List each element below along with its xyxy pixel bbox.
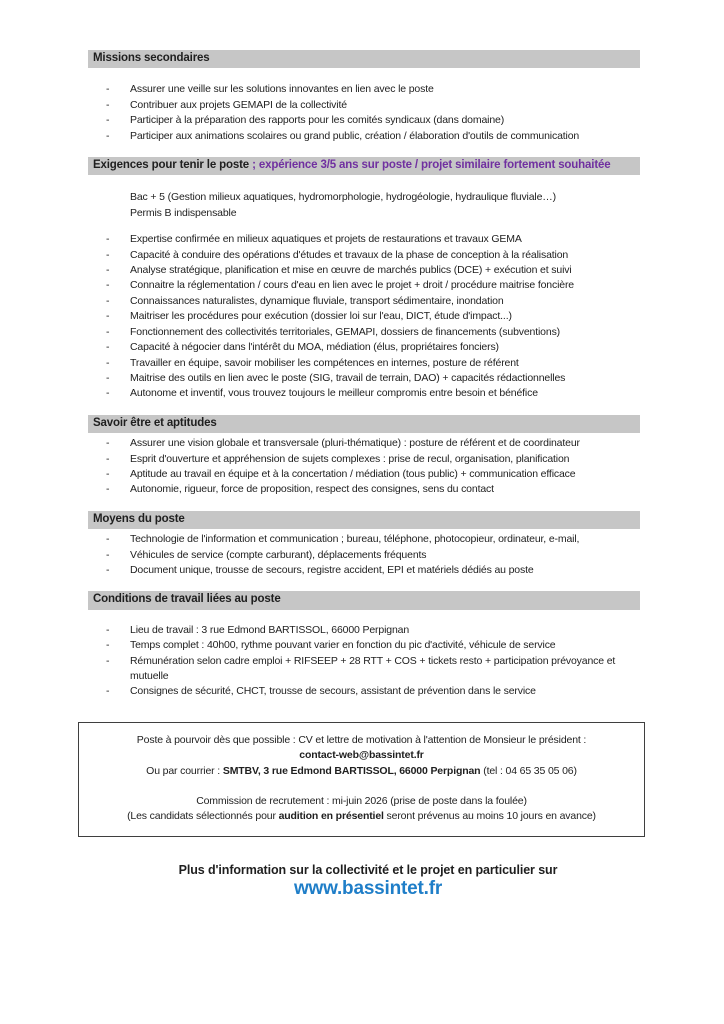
bullet-list [88, 436, 648, 498]
footer-info-line: Plus d'information sur la collectivité et le projet en particulier sur [178, 862, 558, 877]
bullet-list [88, 82, 648, 144]
box-spacer [93, 779, 630, 794]
bullet-item: - Aptitude au travail en équipe et à la concertation / médiation (tous public) + communication efficace [88, 467, 648, 482]
bullet-item: - Analyse stratégique, planification et mise en œuvre de marchés publics (DCE) + exécution et suivi [88, 263, 648, 278]
contact-line-mail [93, 764, 630, 779]
bullet-item: - Technologie de l'information et communication ; bureau, téléphone, photocopieur, ordinateur, e-mail, [88, 532, 648, 547]
candidates-bold: audition en présentiel [278, 810, 384, 823]
contact-line-apply: Poste à pourvoir dès que possible : CV et lettre de motivation à l'attention de Monsieur le président : [136, 733, 587, 746]
section-header [88, 511, 640, 529]
contact-box [78, 722, 645, 837]
bullet-item: - Travailler en équipe, savoir mobiliser les compétences en internes, posture de référent [88, 356, 648, 371]
bullet-item: - Capacité à négocier dans l'intérêt du MOA, médiation (élus, propriétaires fonciers) [88, 340, 648, 355]
section [88, 591, 648, 699]
bullet-item: - Rémunération selon cadre emploi + RIFSEEP + 28 RTT + COS + tickets resto + participation prévoyance et mutuelle [88, 654, 648, 685]
bullet-list [88, 623, 648, 700]
bullet-item: - Assurer une vision globale et transversale (pluri-thématique) : posture de référent et de coordinateur [88, 436, 648, 451]
section-title: Exigences pour tenir le poste [93, 159, 250, 172]
bullet-item: - Autonomie, rigueur, force de proposition, respect des consignes, sens du contact [88, 482, 648, 497]
sections-container [88, 50, 648, 700]
bullet-item: - Connaitre la réglementation / cours d'eau en lien avec le projet + droit / procédure maitrise foncière [88, 278, 648, 293]
bullet-item: - Capacité à conduire des opérations d'études et travaux de la phase de conception à la réalisation [88, 248, 648, 263]
bullet-item: - Fonctionnement des collectivités territoriales, GEMAPI, dossiers de financements (subventions) [88, 325, 648, 340]
section [88, 511, 648, 579]
website-link[interactable]: www.bassintet.fr [293, 878, 443, 900]
section-header [88, 50, 640, 68]
intro-line: Permis B indispensable [130, 206, 237, 219]
bullet-item: - Contribuer aux projets GEMAPI de la collectivité [88, 98, 648, 113]
section [88, 50, 648, 144]
bullet-list [88, 232, 648, 401]
bullet-item: - Véhicules de service (compte carburant), déplacements fréquents [88, 548, 648, 563]
section-title: Missions secondaires [93, 52, 210, 64]
section-title: Moyens du poste [93, 512, 185, 525]
bullet-item: - Temps complet : 40h00, rythme pouvant varier en fonction du pic d'activité, véhicule de service [88, 638, 648, 653]
bullet-item: - Esprit d'ouverture et appréhension de sujets complexes : prise de recul, organisation, planification [88, 452, 648, 467]
section-header [88, 157, 640, 175]
bullet-item: - Lieu de travail : 3 rue Edmond BARTISSOL, 66000 Perpignan [88, 623, 648, 638]
bullet-item: - Assurer une veille sur les solutions innovantes en lien avec le poste [88, 82, 648, 97]
intro-line: Bac + 5 (Gestion milieux aquatiques, hydromorphologie, hydrogéologie, hydraulique fluviale…) [130, 191, 556, 204]
contact-mail-prefix: Ou par courrier : [146, 764, 223, 777]
bullet-item: - Document unique, trousse de secours, registre accident, EPI et matériels dédiés au poste [88, 563, 648, 578]
bullet-item: - Connaissances naturalistes, dynamique fluviale, transport sédimentaire, inondation [88, 294, 648, 309]
bullet-item: - Maitriser les procédures pour exécution (dossier loi sur l'eau, DICT, étude d'impact...) [88, 309, 648, 324]
section-header [88, 591, 640, 609]
candidates-suffix: seront prévenus au moins 10 jours en avance) [383, 810, 596, 823]
section-title: Conditions de travail liées au poste [93, 593, 281, 606]
section [88, 415, 648, 498]
contact-phone: (tel : 04 65 35 05 06) [480, 764, 577, 777]
contact-email: contact-web@bassintet.fr [299, 749, 424, 762]
bullet-list [88, 532, 648, 578]
bullet-item: - Consignes de sécurité, CHCT, trousse de secours, assistant de prévention dans le service [88, 684, 648, 699]
candidates-prefix: (Les candidats sélectionnés pour [127, 810, 279, 823]
contact-postal-address: SMTBV, 3 rue Edmond BARTISSOL, 66000 Perpignan [222, 764, 481, 777]
section-title-highlight: ; expérience 3/5 ans sur poste / projet similaire fortement souhaitée [249, 159, 611, 172]
bullet-item: - Maitrise des outils en lien avec le poste (SIG, travail de terrain, DAO) + capacités rédactionnelles [88, 371, 648, 386]
bullet-item: - Expertise confirmée en milieux aquatiques et projets de restaurations et travaux GEMA [88, 232, 648, 247]
footer [88, 863, 648, 900]
section-title: Savoir être et aptitudes [93, 416, 217, 429]
bullet-item: - Participer à la préparation des rapports pour les comités syndicaux (dans domaine) [88, 113, 648, 128]
bullet-item: - Autonome et inventif, vous trouvez toujours le meilleur compromis entre besoin et bénéfice [88, 386, 648, 401]
section-intro [88, 190, 648, 221]
section [88, 157, 648, 402]
contact-line-commission: Commission de recrutement : mi-juin 2026 (prise de poste dans la foulée) [196, 795, 527, 808]
bullet-item: - Participer aux animations scolaires ou grand public, création / élaboration d'outils de communication [88, 129, 648, 144]
contact-line-candidates [93, 809, 630, 824]
section-header [88, 415, 640, 433]
